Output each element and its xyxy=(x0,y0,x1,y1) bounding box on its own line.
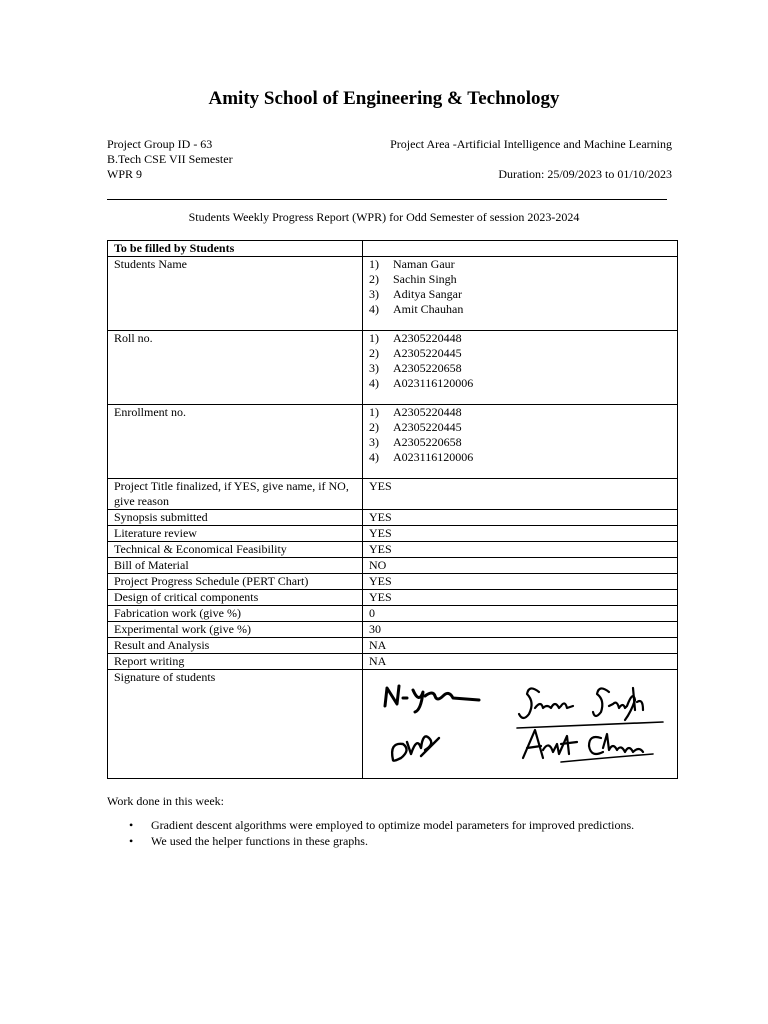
signature-1 xyxy=(385,686,479,712)
roll-cell xyxy=(363,331,678,405)
row-value: YES xyxy=(363,590,678,606)
list-item: A023116120006 xyxy=(393,376,474,390)
table-row xyxy=(108,510,678,526)
row-label: Bill of Material xyxy=(108,558,363,574)
table-row xyxy=(108,622,678,638)
row-value: NO xyxy=(363,558,678,574)
duration: Duration: 25/09/2023 to 01/10/2023 xyxy=(498,167,672,181)
row-value: YES xyxy=(363,479,678,510)
signature-3 xyxy=(392,736,439,760)
students-row xyxy=(108,257,678,331)
list-item: A2305220658 xyxy=(393,435,462,449)
signature-row xyxy=(108,670,678,779)
project-group-id: Project Group ID - 63 xyxy=(107,137,213,151)
table-row xyxy=(108,590,678,606)
list-item: Aditya Sangar xyxy=(393,287,462,301)
list-item: A2305220445 xyxy=(393,420,462,434)
header-divider xyxy=(107,199,667,200)
enrollment-list xyxy=(369,405,671,465)
signatures-image xyxy=(363,670,677,778)
signature-4 xyxy=(523,730,653,762)
table-row xyxy=(108,606,678,622)
work-done-list xyxy=(107,817,707,849)
table-row xyxy=(108,526,678,542)
row-label: Synopsis submitted xyxy=(108,510,363,526)
list-item: Sachin Singh xyxy=(393,272,457,286)
row-value: 0 xyxy=(363,606,678,622)
roll-row xyxy=(108,331,678,405)
row-label: Report writing xyxy=(108,654,363,670)
signatures-cell xyxy=(363,670,678,779)
list-item: A2305220658 xyxy=(393,361,462,375)
table-row xyxy=(108,558,678,574)
list-item: • We used the helper functions in these graphs. xyxy=(107,833,707,849)
row-label: Fabrication work (give %) xyxy=(108,606,363,622)
row-label: Experimental work (give %) xyxy=(108,622,363,638)
enrollment-cell xyxy=(363,405,678,479)
table-row xyxy=(108,542,678,558)
progress-table xyxy=(107,240,678,779)
row-value: 30 xyxy=(363,622,678,638)
roll-list xyxy=(369,331,671,391)
row-label: Technical & Economical Feasibility xyxy=(108,542,363,558)
list-item: Naman Gaur xyxy=(393,257,455,271)
list-item: A2305220448 xyxy=(393,331,462,345)
signature-2 xyxy=(517,688,663,728)
row-value: YES xyxy=(363,574,678,590)
list-item: A2305220448 xyxy=(393,405,462,419)
report-title: Students Weekly Progress Report (WPR) for Odd Semester of session 2023-2024 xyxy=(188,210,580,224)
table-row xyxy=(108,574,678,590)
institution-title: Amity School of Engineering & Technology xyxy=(208,88,560,109)
list-item: Amit Chauhan xyxy=(393,302,464,316)
table-header: To be filled by Students xyxy=(108,241,363,257)
list-item: • Gradient descent algorithms were employed to optimize model parameters for improved predictions. xyxy=(107,817,707,833)
row-value: NA xyxy=(363,638,678,654)
table-row xyxy=(108,479,678,510)
students-list xyxy=(369,257,671,317)
project-meta-left xyxy=(107,137,233,182)
project-area: Project Area -Artificial Intelligence and Machine Learning xyxy=(390,137,672,151)
students-cell xyxy=(363,257,678,331)
row-label: Project Title finalized, if YES, give name, if NO, give reason xyxy=(108,479,363,510)
table-header-row xyxy=(108,241,678,257)
row-label: Result and Analysis xyxy=(108,638,363,654)
row-value: YES xyxy=(363,542,678,558)
row-label: Literature review xyxy=(108,526,363,542)
enrollment-label: Enrollment no. xyxy=(108,405,363,479)
table-row xyxy=(108,638,678,654)
list-item: A2305220445 xyxy=(393,346,462,360)
roll-label: Roll no. xyxy=(108,331,363,405)
table-row xyxy=(108,654,678,670)
wpr-number: WPR 9 xyxy=(107,167,143,181)
row-label: Design of critical components xyxy=(108,590,363,606)
enrollment-row xyxy=(108,405,678,479)
students-label: Students Name xyxy=(108,257,363,331)
row-value: YES xyxy=(363,510,678,526)
table-header-blank xyxy=(363,241,678,257)
program: B.Tech CSE VII Semester xyxy=(107,152,233,166)
project-meta-right xyxy=(390,137,672,182)
list-item: A023116120006 xyxy=(393,450,474,464)
row-label: Project Progress Schedule (PERT Chart) xyxy=(108,574,363,590)
row-value: NA xyxy=(363,654,678,670)
row-value: YES xyxy=(363,526,678,542)
work-done-label: Work done in this week: xyxy=(107,794,225,808)
signature-label: Signature of students xyxy=(108,670,363,779)
